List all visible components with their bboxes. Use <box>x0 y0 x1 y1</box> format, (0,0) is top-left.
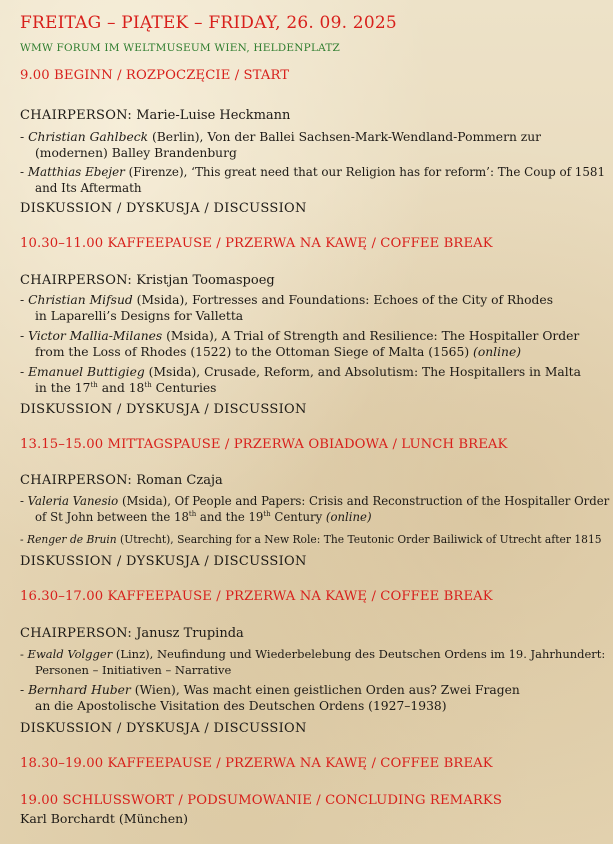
coffee-break-3: 18.30–19.00 KAFFEEPAUSE / PRZERWA NA KAWĘ / COFFEE BREAK <box>20 756 493 771</box>
talk-title-cont: Centuries <box>151 380 217 395</box>
closing-speaker: Karl Borchardt (München) <box>20 811 189 826</box>
ordinal-sup: th <box>263 509 271 518</box>
session-2-chair <box>20 273 275 288</box>
chair-name: Kristjan Toomaspoeg <box>136 273 275 288</box>
ordinal-sup: th <box>144 380 152 389</box>
talk-title-cont: and Its Aftermath <box>35 180 142 195</box>
discussion: DISKUSSION / DYSKUSJA / DISCUSSION <box>20 554 307 569</box>
chair-name: Janusz Trupinda <box>136 626 244 641</box>
talk-author: Bernhard Huber <box>28 683 131 697</box>
talk-title: (Utrecht), Searching for a New Role: The Teutonic Order Bailiwick of Utrecht after 1815 <box>116 533 602 546</box>
talk-title-cont: an die Apostolische Visitation des Deutschen Ordens (1927–1938) <box>35 698 447 713</box>
talk-title-cont: of St John between the 18 <box>35 509 189 524</box>
talk-author: Emanuel Buttigieg <box>28 365 145 379</box>
chair-name: Marie-Luise Heckmann <box>136 108 291 123</box>
talk: - Matthias Ebejer (Firenze), ‘This great need that our Religion has for reform’: The Coup of 1581 and Its Aftermath <box>20 165 606 195</box>
talk-title-cont: Century <box>270 509 326 524</box>
talk-author: Renger de Bruin <box>27 533 117 546</box>
day-title: FREITAG – PIĄTEK – FRIDAY, 26. 09. 2025 <box>20 13 397 33</box>
chair-label: CHAIRPERSON: <box>20 108 133 123</box>
chair-label: CHAIRPERSON: <box>20 273 133 288</box>
discussion: DISKUSSION / DYSKUSJA / DISCUSSION <box>20 201 307 216</box>
chair-label: CHAIRPERSON: <box>20 626 133 641</box>
chair-label: CHAIRPERSON: <box>20 473 133 488</box>
talk: - Bernhard Huber (Wien), Was macht einen geistlichen Orden aus? Zwei Fragen an die Apostolische Visitation des Deutschen Ordens (1927–1938) <box>20 683 520 713</box>
session-4-chair <box>20 626 244 641</box>
talk-title-cont: from the Loss of Rhodes (1522) to the Ottoman Siege of Malta (1565) <box>35 344 474 359</box>
talk: - Renger de Bruin (Utrecht), Searching for a New Role: The Teutonic Order Bailiwick of Utrecht after 1815 <box>20 533 602 546</box>
online-tag: (online) <box>325 509 372 524</box>
talk-author: Victor Mallia-Milanes <box>28 329 163 343</box>
coffee-break-1: 10.30–11.00 KAFFEEPAUSE / PRZERWA NA KAWĘ / COFFEE BREAK <box>20 236 493 251</box>
talk-title: (Msida), Crusade, Reform, and Absolutism: The Hospitallers in Malta <box>144 365 581 379</box>
talk: - Christian Mifsud (Msida), Fortresses and Foundations: Echoes of the City of Rhodes in Laparelli’s Designs for Valletta <box>20 293 553 323</box>
discussion: DISKUSSION / DYSKUSJA / DISCUSSION <box>20 721 307 736</box>
talk-title-cont: and 18 <box>97 380 145 395</box>
talk-author: Christian Gahlbeck <box>28 130 149 144</box>
start-slot: 9.00 BEGINN / ROZPOCZĘCIE / START <box>20 68 290 83</box>
talk-author: Matthias Ebejer <box>27 165 125 179</box>
talk-title: (Firenze), ‘This great need that our Religion has for reform’: The Coup of 1581 <box>124 165 606 179</box>
online-tag: (online) <box>473 344 522 359</box>
lunch-break: 13.15–15.00 MITTAGSPAUSE / PRZERWA OBIADOWA / LUNCH BREAK <box>20 437 508 452</box>
talk-title: (Berlin), Von der Ballei Sachsen-Mark-Wendland-Pommern zur <box>148 130 542 144</box>
session-1-chair <box>20 108 290 123</box>
talk-title: (Msida), Fortresses and Foundations: Echoes of the City of Rhodes <box>132 293 553 307</box>
talk-title-cont: Personen – Initiativen – Narrative <box>35 662 232 677</box>
talk-title: (Wien), Was macht einen geistlichen Orden aus? Zwei Fragen <box>130 683 520 697</box>
talk-author: Valeria Vanesio <box>27 494 119 508</box>
talk-title: (Msida), Of People and Papers: Crisis and Reconstruction of the Hospitaller Order <box>118 494 610 508</box>
coffee-break-2: 16.30–17.00 KAFFEEPAUSE / PRZERWA NA KAWĘ / COFFEE BREAK <box>20 589 493 604</box>
chair-name: Roman Czaja <box>136 473 223 488</box>
talk-title-cont: and the 19 <box>196 509 264 524</box>
venue: WMW FORUM IM WELTMUSEUM WIEN, HELDENPLATZ <box>20 42 341 54</box>
talk-author: Christian Mifsud <box>28 293 133 307</box>
talk-title: (Msida), A Trial of Strength and Resilience: The Hospitaller Order <box>162 329 580 343</box>
talk: - Victor Mallia-Milanes (Msida), A Trial of Strength and Resilience: The Hospitaller Order from the Loss of Rhodes (1522) to the Ottoman Siege of Malta (1565) (online) <box>20 329 580 359</box>
talk-title-cont: in the 17 <box>35 380 91 395</box>
ordinal-sup: th <box>188 509 197 518</box>
closing-remarks: 19.00 SCHLUSSWORT / PODSUMOWANIE / CONCLUDING REMARKS <box>20 793 503 808</box>
talk-title-cont: (modernen) Balley Brandenburg <box>35 145 237 160</box>
talk: - Valeria Vanesio (Msida), Of People and Papers: Crisis and Reconstruction of the Hospitaller Order of St John between the 18th and the 19th Century (online) <box>20 494 610 524</box>
talk: - Ewald Volgger (Linz), Neufindung und Wiederbelebung des Deutschen Ordens im 19. Jahrhundert: Personen – Initiativen – Narrative <box>20 647 606 677</box>
talk-author: Ewald Volgger <box>27 647 113 661</box>
talk-title: (Linz), Neufindung und Wiederbelebung des Deutschen Ordens im 19. Jahrhundert: <box>112 647 606 661</box>
talk: - Emanuel Buttigieg (Msida), Crusade, Reform, and Absolutism: The Hospitallers in Malta in the 17th and 18th Centuries <box>20 365 581 395</box>
talk: - Christian Gahlbeck (Berlin), Von der Ballei Sachsen-Mark-Wendland-Pommern zur (modernen) Balley Brandenburg <box>20 130 542 160</box>
session-3-chair <box>20 473 223 488</box>
talk-title-cont: in Laparelli’s Designs for Valletta <box>35 308 244 323</box>
discussion: DISKUSSION / DYSKUSJA / DISCUSSION <box>20 402 307 417</box>
ordinal-sup: th <box>90 380 98 389</box>
